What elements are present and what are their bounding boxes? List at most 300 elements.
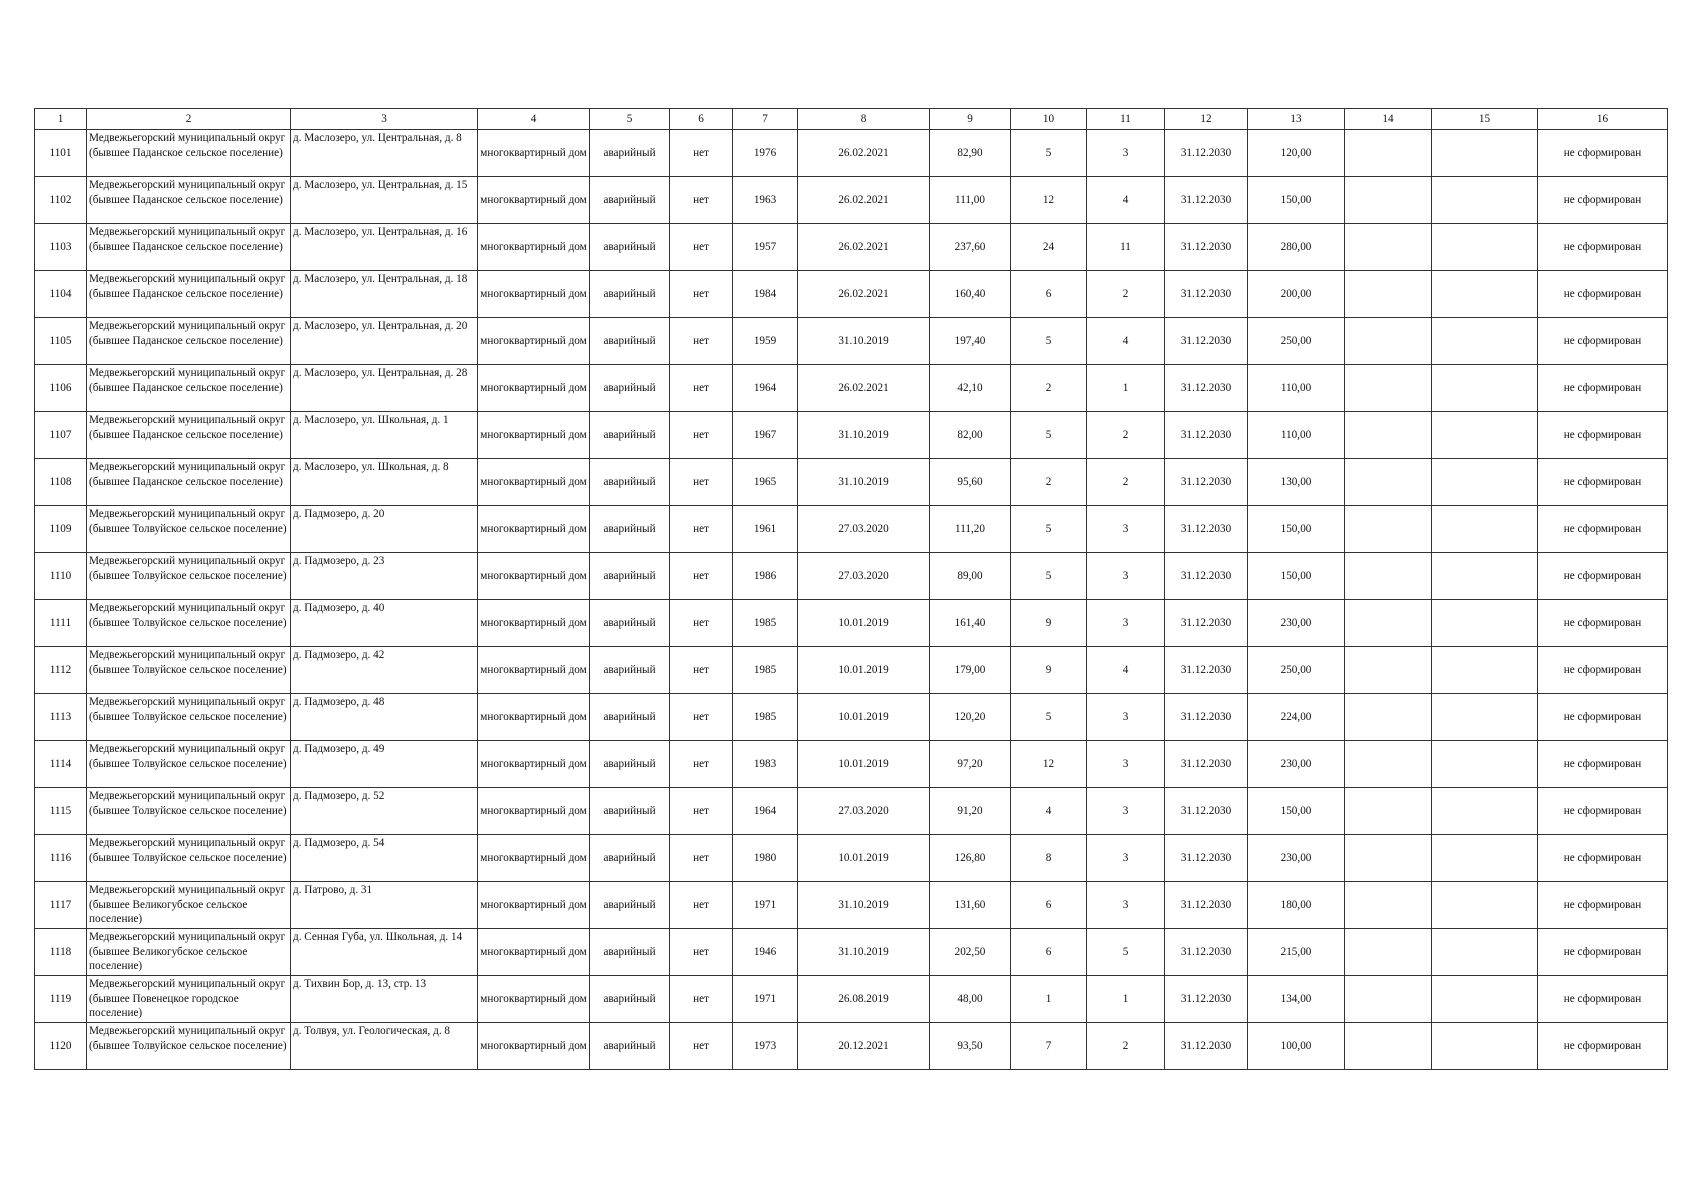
table-row bbox=[35, 741, 1668, 788]
flag-cell: нет bbox=[670, 929, 733, 976]
status-cell: аварийный bbox=[590, 553, 670, 600]
municipality-cell: Медвежьегорский муниципальный округ (бывшее Повенецкое городское поселение) bbox=[87, 976, 291, 1023]
column-header: 10 bbox=[1011, 109, 1087, 130]
deadline-cell: 31.12.2030 bbox=[1165, 788, 1248, 835]
address-cell: д. Падмозеро, д. 54 bbox=[291, 835, 478, 882]
area-cell: 161,40 bbox=[930, 600, 1011, 647]
address-cell: д. Падмозеро, д. 23 bbox=[291, 553, 478, 600]
building-type-cell: многоквартирный дом bbox=[478, 835, 590, 882]
building-type-cell: многоквартирный дом bbox=[478, 741, 590, 788]
program-status-cell: не сформирован bbox=[1538, 647, 1668, 694]
area-cell: 82,00 bbox=[930, 412, 1011, 459]
empty-cell bbox=[1345, 929, 1432, 976]
empty-cell bbox=[1432, 506, 1538, 553]
table-row bbox=[35, 412, 1668, 459]
status-cell: аварийный bbox=[590, 271, 670, 318]
program-status-cell: не сформирован bbox=[1538, 976, 1668, 1023]
status-cell: аварийный bbox=[590, 412, 670, 459]
deadline-cell: 31.12.2030 bbox=[1165, 882, 1248, 929]
table-row bbox=[35, 694, 1668, 741]
address-cell: д. Падмозеро, д. 52 bbox=[291, 788, 478, 835]
flats-cell: 3 bbox=[1087, 788, 1165, 835]
table-row bbox=[35, 224, 1668, 271]
building-type-cell: многоквартирный дом bbox=[478, 506, 590, 553]
status-cell: аварийный bbox=[590, 835, 670, 882]
building-type-cell: многоквартирный дом bbox=[478, 177, 590, 224]
address-cell: д. Маслозеро, ул. Центральная, д. 16 bbox=[291, 224, 478, 271]
date-cell: 10.01.2019 bbox=[798, 600, 930, 647]
municipality-cell: Медвежьегорский муниципальный округ (бывшее Паданское сельское поселение) bbox=[87, 412, 291, 459]
column-header: 7 bbox=[733, 109, 798, 130]
year-cell: 1946 bbox=[733, 929, 798, 976]
year-cell: 1971 bbox=[733, 976, 798, 1023]
deadline-cell: 31.12.2030 bbox=[1165, 1023, 1248, 1070]
status-cell: аварийный bbox=[590, 976, 670, 1023]
table-row bbox=[35, 976, 1668, 1023]
empty-cell bbox=[1432, 318, 1538, 365]
table-row bbox=[35, 271, 1668, 318]
row-number-cell: 1119 bbox=[35, 976, 87, 1023]
year-cell: 1967 bbox=[733, 412, 798, 459]
status-cell: аварийный bbox=[590, 741, 670, 788]
table-row bbox=[35, 600, 1668, 647]
program-status-cell: не сформирован bbox=[1538, 741, 1668, 788]
cost-cell: 224,00 bbox=[1248, 694, 1345, 741]
flag-cell: нет bbox=[670, 177, 733, 224]
header-row bbox=[35, 109, 1668, 130]
table-row bbox=[35, 882, 1668, 929]
empty-cell bbox=[1345, 459, 1432, 506]
column-header: 12 bbox=[1165, 109, 1248, 130]
empty-cell bbox=[1345, 600, 1432, 647]
column-header: 4 bbox=[478, 109, 590, 130]
date-cell: 27.03.2020 bbox=[798, 553, 930, 600]
table-row bbox=[35, 177, 1668, 224]
cost-cell: 110,00 bbox=[1248, 412, 1345, 459]
status-cell: аварийный bbox=[590, 600, 670, 647]
deadline-cell: 31.12.2030 bbox=[1165, 177, 1248, 224]
address-cell: д. Маслозеро, ул. Центральная, д. 20 bbox=[291, 318, 478, 365]
table-header bbox=[35, 109, 1668, 130]
empty-cell bbox=[1345, 412, 1432, 459]
address-cell: д. Падмозеро, д. 48 bbox=[291, 694, 478, 741]
municipality-cell: Медвежьегорский муниципальный округ (бывшее Паданское сельское поселение) bbox=[87, 318, 291, 365]
empty-cell bbox=[1345, 1023, 1432, 1070]
row-number-cell: 1102 bbox=[35, 177, 87, 224]
flag-cell: нет bbox=[670, 976, 733, 1023]
date-cell: 10.01.2019 bbox=[798, 647, 930, 694]
flag-cell: нет bbox=[670, 271, 733, 318]
column-header: 11 bbox=[1087, 109, 1165, 130]
status-cell: аварийный bbox=[590, 647, 670, 694]
municipality-cell: Медвежьегорский муниципальный округ (бывшее Паданское сельское поселение) bbox=[87, 459, 291, 506]
residents-cell: 5 bbox=[1011, 318, 1087, 365]
area-cell: 237,60 bbox=[930, 224, 1011, 271]
column-header: 2 bbox=[87, 109, 291, 130]
cost-cell: 250,00 bbox=[1248, 318, 1345, 365]
empty-cell bbox=[1432, 788, 1538, 835]
status-cell: аварийный bbox=[590, 788, 670, 835]
residents-cell: 5 bbox=[1011, 694, 1087, 741]
flag-cell: нет bbox=[670, 412, 733, 459]
municipality-cell: Медвежьегорский муниципальный округ (бывшее Паданское сельское поселение) bbox=[87, 271, 291, 318]
empty-cell bbox=[1345, 788, 1432, 835]
cost-cell: 150,00 bbox=[1248, 788, 1345, 835]
building-type-cell: многоквартирный дом bbox=[478, 929, 590, 976]
program-status-cell: не сформирован bbox=[1538, 553, 1668, 600]
program-status-cell: не сформирован bbox=[1538, 694, 1668, 741]
address-cell: д. Сенная Губа, ул. Школьная, д. 14 bbox=[291, 929, 478, 976]
cost-cell: 134,00 bbox=[1248, 976, 1345, 1023]
flag-cell: нет bbox=[670, 1023, 733, 1070]
column-header: 6 bbox=[670, 109, 733, 130]
flats-cell: 3 bbox=[1087, 130, 1165, 177]
residents-cell: 2 bbox=[1011, 365, 1087, 412]
building-type-cell: многоквартирный дом bbox=[478, 647, 590, 694]
year-cell: 1964 bbox=[733, 788, 798, 835]
area-cell: 48,00 bbox=[930, 976, 1011, 1023]
address-cell: д. Падмозеро, д. 49 bbox=[291, 741, 478, 788]
date-cell: 26.08.2019 bbox=[798, 976, 930, 1023]
program-status-cell: не сформирован bbox=[1538, 365, 1668, 412]
empty-cell bbox=[1345, 647, 1432, 694]
year-cell: 1980 bbox=[733, 835, 798, 882]
empty-cell bbox=[1345, 835, 1432, 882]
building-type-cell: многоквартирный дом bbox=[478, 459, 590, 506]
table-row bbox=[35, 835, 1668, 882]
flag-cell: нет bbox=[670, 835, 733, 882]
program-status-cell: не сформирован bbox=[1538, 835, 1668, 882]
column-header: 16 bbox=[1538, 109, 1668, 130]
empty-cell bbox=[1432, 976, 1538, 1023]
deadline-cell: 31.12.2030 bbox=[1165, 130, 1248, 177]
flats-cell: 3 bbox=[1087, 506, 1165, 553]
deadline-cell: 31.12.2030 bbox=[1165, 318, 1248, 365]
date-cell: 31.10.2019 bbox=[798, 459, 930, 506]
row-number-cell: 1107 bbox=[35, 412, 87, 459]
address-cell: д. Падмозеро, д. 40 bbox=[291, 600, 478, 647]
year-cell: 1961 bbox=[733, 506, 798, 553]
date-cell: 27.03.2020 bbox=[798, 506, 930, 553]
flats-cell: 1 bbox=[1087, 365, 1165, 412]
cost-cell: 100,00 bbox=[1248, 1023, 1345, 1070]
year-cell: 1957 bbox=[733, 224, 798, 271]
flats-cell: 3 bbox=[1087, 741, 1165, 788]
row-number-cell: 1108 bbox=[35, 459, 87, 506]
residents-cell: 5 bbox=[1011, 553, 1087, 600]
table-row bbox=[35, 788, 1668, 835]
municipality-cell: Медвежьегорский муниципальный округ (бывшее Толвуйское сельское поселение) bbox=[87, 741, 291, 788]
deadline-cell: 31.12.2030 bbox=[1165, 600, 1248, 647]
area-cell: 111,20 bbox=[930, 506, 1011, 553]
empty-cell bbox=[1432, 365, 1538, 412]
empty-cell bbox=[1432, 882, 1538, 929]
table-row bbox=[35, 365, 1668, 412]
area-cell: 160,40 bbox=[930, 271, 1011, 318]
date-cell: 31.10.2019 bbox=[798, 929, 930, 976]
column-header: 14 bbox=[1345, 109, 1432, 130]
empty-cell bbox=[1432, 694, 1538, 741]
municipality-cell: Медвежьегорский муниципальный округ (бывшее Паданское сельское поселение) bbox=[87, 177, 291, 224]
flats-cell: 3 bbox=[1087, 835, 1165, 882]
program-status-cell: не сформирован bbox=[1538, 600, 1668, 647]
date-cell: 10.01.2019 bbox=[798, 741, 930, 788]
building-type-cell: многоквартирный дом bbox=[478, 694, 590, 741]
residents-cell: 8 bbox=[1011, 835, 1087, 882]
date-cell: 26.02.2021 bbox=[798, 130, 930, 177]
row-number-cell: 1105 bbox=[35, 318, 87, 365]
cost-cell: 120,00 bbox=[1248, 130, 1345, 177]
year-cell: 1985 bbox=[733, 600, 798, 647]
address-cell: д. Толвуя, ул. Геологическая, д. 8 bbox=[291, 1023, 478, 1070]
building-type-cell: многоквартирный дом bbox=[478, 412, 590, 459]
table-row bbox=[35, 647, 1668, 694]
residents-cell: 9 bbox=[1011, 600, 1087, 647]
building-type-cell: многоквартирный дом bbox=[478, 553, 590, 600]
flag-cell: нет bbox=[670, 318, 733, 365]
status-cell: аварийный bbox=[590, 224, 670, 271]
empty-cell bbox=[1345, 177, 1432, 224]
area-cell: 91,20 bbox=[930, 788, 1011, 835]
area-cell: 120,20 bbox=[930, 694, 1011, 741]
cost-cell: 230,00 bbox=[1248, 835, 1345, 882]
address-cell: д. Тихвин Бор, д. 13, стр. 13 bbox=[291, 976, 478, 1023]
table-row bbox=[35, 130, 1668, 177]
row-number-cell: 1110 bbox=[35, 553, 87, 600]
empty-cell bbox=[1432, 130, 1538, 177]
row-number-cell: 1115 bbox=[35, 788, 87, 835]
program-status-cell: не сформирован bbox=[1538, 130, 1668, 177]
cost-cell: 280,00 bbox=[1248, 224, 1345, 271]
flag-cell: нет bbox=[670, 882, 733, 929]
flag-cell: нет bbox=[670, 600, 733, 647]
table-row bbox=[35, 506, 1668, 553]
residents-cell: 9 bbox=[1011, 647, 1087, 694]
building-type-cell: многоквартирный дом bbox=[478, 365, 590, 412]
address-cell: д. Маслозеро, ул. Школьная, д. 1 bbox=[291, 412, 478, 459]
municipality-cell: Медвежьегорский муниципальный округ (бывшее Великогубское сельское поселение) bbox=[87, 882, 291, 929]
program-status-cell: не сформирован bbox=[1538, 788, 1668, 835]
row-number-cell: 1117 bbox=[35, 882, 87, 929]
flag-cell: нет bbox=[670, 553, 733, 600]
empty-cell bbox=[1345, 224, 1432, 271]
status-cell: аварийный bbox=[590, 1023, 670, 1070]
flag-cell: нет bbox=[670, 788, 733, 835]
date-cell: 31.10.2019 bbox=[798, 412, 930, 459]
area-cell: 95,60 bbox=[930, 459, 1011, 506]
municipality-cell: Медвежьегорский муниципальный округ (бывшее Толвуйское сельское поселение) bbox=[87, 647, 291, 694]
address-cell: д. Падмозеро, д. 20 bbox=[291, 506, 478, 553]
flats-cell: 4 bbox=[1087, 647, 1165, 694]
year-cell: 1971 bbox=[733, 882, 798, 929]
status-cell: аварийный bbox=[590, 365, 670, 412]
flag-cell: нет bbox=[670, 224, 733, 271]
deadline-cell: 31.12.2030 bbox=[1165, 694, 1248, 741]
residents-cell: 6 bbox=[1011, 882, 1087, 929]
table-row bbox=[35, 1023, 1668, 1070]
cost-cell: 130,00 bbox=[1248, 459, 1345, 506]
program-status-cell: не сформирован bbox=[1538, 882, 1668, 929]
date-cell: 27.03.2020 bbox=[798, 788, 930, 835]
date-cell: 31.10.2019 bbox=[798, 882, 930, 929]
deadline-cell: 31.12.2030 bbox=[1165, 835, 1248, 882]
status-cell: аварийный bbox=[590, 459, 670, 506]
empty-cell bbox=[1345, 553, 1432, 600]
empty-cell bbox=[1432, 459, 1538, 506]
empty-cell bbox=[1345, 506, 1432, 553]
area-cell: 202,50 bbox=[930, 929, 1011, 976]
empty-cell bbox=[1345, 271, 1432, 318]
date-cell: 10.01.2019 bbox=[798, 835, 930, 882]
building-type-cell: многоквартирный дом bbox=[478, 1023, 590, 1070]
residents-cell: 24 bbox=[1011, 224, 1087, 271]
empty-cell bbox=[1345, 741, 1432, 788]
status-cell: аварийный bbox=[590, 882, 670, 929]
year-cell: 1964 bbox=[733, 365, 798, 412]
address-cell: д. Маслозеро, ул. Центральная, д. 15 bbox=[291, 177, 478, 224]
program-status-cell: не сформирован bbox=[1538, 318, 1668, 365]
status-cell: аварийный bbox=[590, 929, 670, 976]
cost-cell: 250,00 bbox=[1248, 647, 1345, 694]
flag-cell: нет bbox=[670, 741, 733, 788]
program-status-cell: не сформирован bbox=[1538, 271, 1668, 318]
deadline-cell: 31.12.2030 bbox=[1165, 929, 1248, 976]
area-cell: 82,90 bbox=[930, 130, 1011, 177]
area-cell: 197,40 bbox=[930, 318, 1011, 365]
residents-cell: 5 bbox=[1011, 412, 1087, 459]
row-number-cell: 1112 bbox=[35, 647, 87, 694]
empty-cell bbox=[1432, 553, 1538, 600]
cost-cell: 180,00 bbox=[1248, 882, 1345, 929]
column-header: 3 bbox=[291, 109, 478, 130]
date-cell: 20.12.2021 bbox=[798, 1023, 930, 1070]
building-type-cell: многоквартирный дом bbox=[478, 788, 590, 835]
building-type-cell: многоквартирный дом bbox=[478, 271, 590, 318]
status-cell: аварийный bbox=[590, 506, 670, 553]
building-type-cell: многоквартирный дом bbox=[478, 130, 590, 177]
year-cell: 1976 bbox=[733, 130, 798, 177]
empty-cell bbox=[1345, 365, 1432, 412]
cost-cell: 230,00 bbox=[1248, 600, 1345, 647]
residents-cell: 6 bbox=[1011, 929, 1087, 976]
date-cell: 26.02.2021 bbox=[798, 224, 930, 271]
area-cell: 97,20 bbox=[930, 741, 1011, 788]
flag-cell: нет bbox=[670, 365, 733, 412]
row-number-cell: 1116 bbox=[35, 835, 87, 882]
municipality-cell: Медвежьегорский муниципальный округ (бывшее Толвуйское сельское поселение) bbox=[87, 694, 291, 741]
cost-cell: 200,00 bbox=[1248, 271, 1345, 318]
row-number-cell: 1120 bbox=[35, 1023, 87, 1070]
table-row bbox=[35, 553, 1668, 600]
cost-cell: 215,00 bbox=[1248, 929, 1345, 976]
deadline-cell: 31.12.2030 bbox=[1165, 647, 1248, 694]
empty-cell bbox=[1432, 271, 1538, 318]
year-cell: 1984 bbox=[733, 271, 798, 318]
flag-cell: нет bbox=[670, 130, 733, 177]
flats-cell: 4 bbox=[1087, 318, 1165, 365]
residents-cell: 7 bbox=[1011, 1023, 1087, 1070]
municipality-cell: Медвежьегорский муниципальный округ (бывшее Толвуйское сельское поселение) bbox=[87, 506, 291, 553]
status-cell: аварийный bbox=[590, 130, 670, 177]
flats-cell: 4 bbox=[1087, 177, 1165, 224]
residents-cell: 12 bbox=[1011, 741, 1087, 788]
area-cell: 179,00 bbox=[930, 647, 1011, 694]
row-number-cell: 1106 bbox=[35, 365, 87, 412]
municipality-cell: Медвежьегорский муниципальный округ (бывшее Толвуйское сельское поселение) bbox=[87, 600, 291, 647]
cost-cell: 230,00 bbox=[1248, 741, 1345, 788]
address-cell: д. Маслозеро, ул. Центральная, д. 28 bbox=[291, 365, 478, 412]
flats-cell: 2 bbox=[1087, 1023, 1165, 1070]
area-cell: 42,10 bbox=[930, 365, 1011, 412]
flats-cell: 2 bbox=[1087, 271, 1165, 318]
empty-cell bbox=[1432, 600, 1538, 647]
deadline-cell: 31.12.2030 bbox=[1165, 553, 1248, 600]
area-cell: 131,60 bbox=[930, 882, 1011, 929]
empty-cell bbox=[1432, 929, 1538, 976]
table-row bbox=[35, 929, 1668, 976]
empty-cell bbox=[1345, 694, 1432, 741]
empty-cell bbox=[1345, 882, 1432, 929]
cost-cell: 110,00 bbox=[1248, 365, 1345, 412]
address-cell: д. Маслозеро, ул. Школьная, д. 8 bbox=[291, 459, 478, 506]
date-cell: 31.10.2019 bbox=[798, 318, 930, 365]
program-status-cell: не сформирован bbox=[1538, 224, 1668, 271]
row-number-cell: 1104 bbox=[35, 271, 87, 318]
date-cell: 26.02.2021 bbox=[798, 177, 930, 224]
column-header: 15 bbox=[1432, 109, 1538, 130]
empty-cell bbox=[1432, 741, 1538, 788]
deadline-cell: 31.12.2030 bbox=[1165, 412, 1248, 459]
year-cell: 1959 bbox=[733, 318, 798, 365]
status-cell: аварийный bbox=[590, 318, 670, 365]
municipality-cell: Медвежьегорский муниципальный округ (бывшее Великогубское сельское поселение) bbox=[87, 929, 291, 976]
cost-cell: 150,00 bbox=[1248, 506, 1345, 553]
building-type-cell: многоквартирный дом bbox=[478, 600, 590, 647]
building-type-cell: многоквартирный дом bbox=[478, 318, 590, 365]
program-status-cell: не сформирован bbox=[1538, 459, 1668, 506]
date-cell: 26.02.2021 bbox=[798, 365, 930, 412]
status-cell: аварийный bbox=[590, 694, 670, 741]
area-cell: 89,00 bbox=[930, 553, 1011, 600]
empty-cell bbox=[1345, 318, 1432, 365]
program-status-cell: не сформирован bbox=[1538, 412, 1668, 459]
year-cell: 1985 bbox=[733, 694, 798, 741]
empty-cell bbox=[1432, 177, 1538, 224]
table-body bbox=[35, 130, 1668, 1070]
flag-cell: нет bbox=[670, 694, 733, 741]
municipality-cell: Медвежьегорский муниципальный округ (бывшее Толвуйское сельское поселение) bbox=[87, 835, 291, 882]
empty-cell bbox=[1432, 412, 1538, 459]
flats-cell: 2 bbox=[1087, 459, 1165, 506]
building-type-cell: многоквартирный дом bbox=[478, 882, 590, 929]
date-cell: 26.02.2021 bbox=[798, 271, 930, 318]
deadline-cell: 31.12.2030 bbox=[1165, 271, 1248, 318]
residents-cell: 5 bbox=[1011, 506, 1087, 553]
row-number-cell: 1103 bbox=[35, 224, 87, 271]
deadline-cell: 31.12.2030 bbox=[1165, 365, 1248, 412]
residents-cell: 4 bbox=[1011, 788, 1087, 835]
program-status-cell: не сформирован bbox=[1538, 506, 1668, 553]
empty-cell bbox=[1345, 976, 1432, 1023]
program-status-cell: не сформирован bbox=[1538, 929, 1668, 976]
year-cell: 1986 bbox=[733, 553, 798, 600]
deadline-cell: 31.12.2030 bbox=[1165, 976, 1248, 1023]
flats-cell: 3 bbox=[1087, 694, 1165, 741]
flats-cell: 5 bbox=[1087, 929, 1165, 976]
flats-cell: 3 bbox=[1087, 882, 1165, 929]
municipality-cell: Медвежьегорский муниципальный округ (бывшее Толвуйское сельское поселение) bbox=[87, 553, 291, 600]
deadline-cell: 31.12.2030 bbox=[1165, 459, 1248, 506]
